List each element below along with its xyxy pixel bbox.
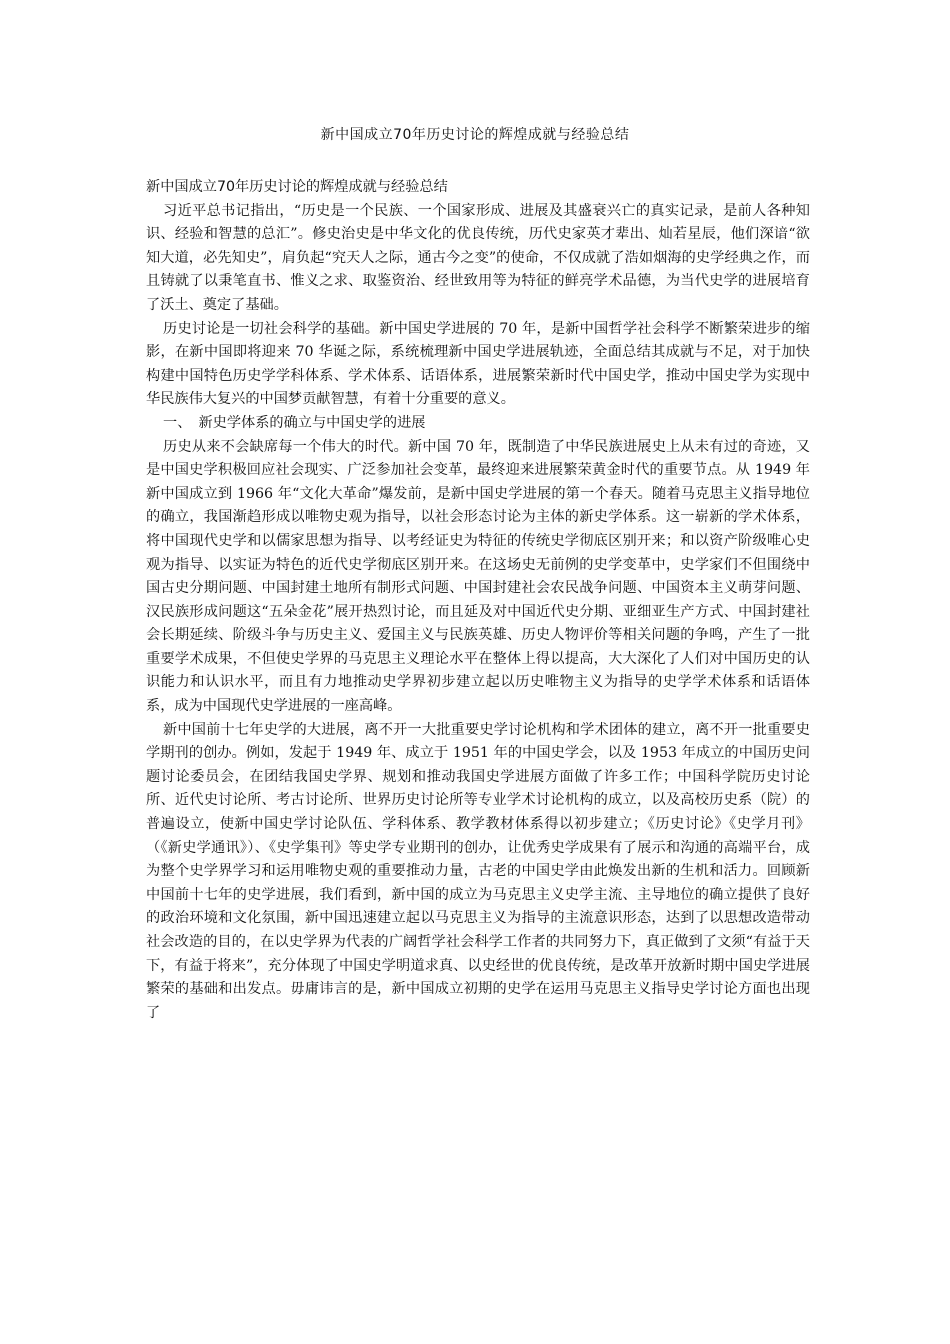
document-body [146, 176, 810, 1025]
section-heading-1: 一、 新史学体系的确立与中国史学的进展 [163, 414, 426, 431]
document-subtitle: 新中国成立70年历史讨论的辉煌成就与经验总结 [146, 179, 448, 195]
document-title: 新中国成立70年历史讨论的辉煌成就与经验总结 [320, 127, 630, 143]
paragraph-new-historiography: 历史从来不会缺席每一个伟大的时代。新中国 70 年，既制造了中华民族进展史上从未有过的奇迹，又是中国史学积极回应社会现实、广泛参加社会变革，最终迎来进展繁荣黄金时代的重要节点。从 1949 年新中国成立到 1966 年“文化大革命”爆发前，是新中国史学进展的第一个春天。随着马克思主义指导地位的确立，我国渐趋形成以唯物史观为指导，以社会形态讨论为主体的新史学体系。这一崭新的学术体系，将中国现代史学和以儒家思想为指导、以考经证史为特征的传统史学彻底区别开来；和以资产阶级唯心史观为指导、以实证为特色的近代史学彻底区别开来。在这场史无前例的史学变革中，史学家们不但围绕中国古史分期问题、中国封建土地所有制形式问题、中国封建社会农民战争问题、中国资本主义萌芽问题、汉民族形成问题这“五朵金花”展开热烈讨论，而且延及对中国近代史分期、亚细亚生产方式、中国封建社会长期延续、阶级斗争与历史主义、爱国主义与民族英雄、历史人物评价等相关问题的争鸣，产生了一批重要学术成果，不但使史学界的马克思主义理论水平在整体上得以提高，大大深化了人们对中国历史的认识能力和认识水平，而且有力地推动史学界初步建立起以历史唯物主义为指导的史学学术体系和话语体系，成为中国现代史学进展的一座高峰。 [146, 438, 810, 715]
paragraph-significance: 历史讨论是一切社会科学的基础。新中国史学进展的 70 年，是新中国哲学社会科学不断繁荣进步的缩影，在新中国即将迎来 70 华诞之际，系统梳理新中国史学进展轨迹，全面总结其成就与不足，对于加快构建中国特色历史学学科体系、学术体系、话语体系，进展繁荣新时代中国史学，推动中国史学为实现中华民族伟大复兴的中国梦贡献智慧，有着十分重要的意义。 [146, 320, 810, 408]
paragraph-institutions: 新中国前十七年史学的大进展，离不开一大批重要史学讨论机构和学术团体的建立，离不开一批重要史学期刊的创办。例如，发起于 1949 年、成立于 1951 年的中国史学会，以及 1953 年成立的中国历史问题讨论委员会，在团结我国史学界、规划和推动我国史学进展方面做了许多工作；中国科学院历史讨论所、近代史讨论所、考古讨论所、世界历史讨论所等专业学术讨论机构的成立，以及高校历史系（院）的普遍设立，使新中国史学讨论队伍、学科体系、教学教材体系得以初步建立；《历史讨论》《史学月刊》（《新史学通讯》）、《史学集刊》等史学专业期刊的创办，让优秀史学成果有了展示和沟通的高端平台，成为整个史学界学习和运用唯物史观的重要推动力量，古老的中国史学由此焕发出新的生机和活力。回顾新中国前十七年的史学进展，我们看到，新中国的成立为马克思主义史学主流、主导地位的确立提供了良好的政治环境和文化氛围，新中国迅速建立起以马克思主义为指导的主流意识形态，达到了以思想改造带动社会改造的目的，在以史学界为代表的广阔哲学社会科学工作者的共同努力下，真正做到了文须“有益于天下，有益于将来”，充分体现了中国史学明道求真、以史经世的优良传统，是改革开放新时期中国史学进展繁荣的基础和出发点。毋庸讳言的是，新中国成立初期的史学在运用马克思主义指导史学讨论方面也出现了 [146, 721, 810, 1021]
paragraph-intro: 习近平总书记指出，“历史是一个民族、一个国家形成、进展及其盛衰兴亡的真实记录，是前人各种知识、经验和智慧的总汇”。修史治史是中华文化的优良传统，历代史家英才辈出、灿若星辰，他们深谙“欲知大道，必先知史”，肩负起“究天人之际，通古今之变”的使命，不仅成就了浩如烟海的史学经典之作，而且铸就了以秉笔直书、惟义之求、取鉴资治、经世致用等为特征的鲜亮学术品德，为当代史学的进展培育了沃土、奠定了基础。 [146, 202, 810, 313]
